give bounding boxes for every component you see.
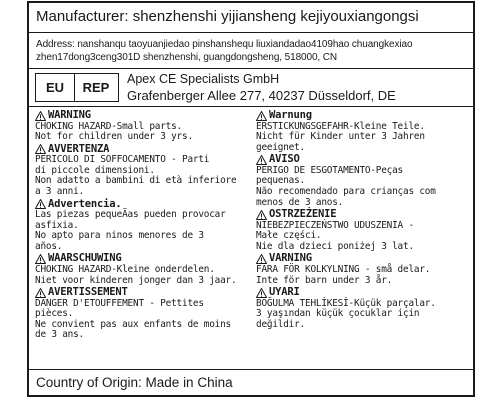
warning-heading-text: OSTRZEŻENIE xyxy=(269,208,337,221)
address-line-1: Address: nanshanqu taoyuanjiedao pinshanshequ liuxiandadao4109hao chuangkexiao xyxy=(36,39,413,50)
warning-text: CHOKING HAZARD-Kleine onderdelen. Niet voor kinderen jonger dan 3 jaar. xyxy=(35,263,237,286)
warning-text: BOĞULMA TEHLİKESİ-Küçük parçalar. 3 yaşından küçük çocuklar için değildir. xyxy=(256,297,436,330)
warning-heading xyxy=(256,209,472,221)
warning-block xyxy=(256,287,472,330)
warning-triangle-icon xyxy=(35,199,46,209)
warnings-section xyxy=(29,107,473,370)
address-row xyxy=(29,33,473,69)
warning-text: PERIGO DE ESGOTAMENTO-Peças pequenas. Não recomendado para crianças com menos de 3 anos. xyxy=(256,164,436,208)
rep-street: Grafenberger Allee 277, 40237 Düsseldorf, DE xyxy=(127,88,396,103)
warning-text: PERICOLO DI SOFFOCAMENTO - Parti di piccole dimensioni. Non adatto a bambini di età inferiore a 3 anni. xyxy=(35,154,237,197)
warning-text: NIEBEZPIECZEŃSTWO UDUSZENIA - Małe części. Nie dla dzieci poniżej 3 lat. xyxy=(256,219,414,252)
warning-triangle-icon xyxy=(256,254,267,264)
warning-heading xyxy=(256,110,472,122)
ec-rep-row xyxy=(29,69,473,107)
warning-heading-text: Warnung xyxy=(269,109,312,121)
warning-triangle-icon xyxy=(35,144,46,154)
warning-triangle-icon xyxy=(256,288,267,298)
warning-heading-text: AVVERTENZA xyxy=(48,142,110,155)
manufacturer-row xyxy=(29,3,473,33)
warning-triangle-icon xyxy=(35,288,46,298)
warning-block xyxy=(35,287,251,341)
warning-triangle-icon xyxy=(256,155,267,165)
warnings-column-left xyxy=(35,110,251,342)
origin-row xyxy=(29,370,473,397)
product-label xyxy=(27,1,475,397)
manufacturer-text: Manufacturer: shenzhenshi yijiansheng kejiyouxiangongsi xyxy=(36,8,419,25)
eu-cell: EU xyxy=(36,74,75,101)
warning-triangle-icon xyxy=(256,210,267,220)
warning-heading xyxy=(256,287,472,299)
address-line-2: zhen17dong3ceng301D shenzhenshi, guangdongsheng, 518000, CN xyxy=(36,52,338,63)
warning-block xyxy=(256,253,472,286)
warning-block xyxy=(35,110,251,143)
rep-cell: REP xyxy=(82,80,110,95)
warnings-column-right xyxy=(256,110,472,331)
warning-triangle-icon xyxy=(256,111,267,121)
warning-triangle-icon xyxy=(35,254,46,264)
origin-text: Country of Origin: Made in China xyxy=(36,375,233,390)
warning-heading-text: WARNING xyxy=(48,109,91,121)
warning-text: Las piezas pequeÃas pueden provocar asfixia. No apto para ninos menores de 3 años. xyxy=(35,209,226,252)
warning-heading-text: AVISO xyxy=(269,153,300,166)
warning-text: FARA FÖR KOLKYLNING - små delar. Inte för barn under 3 år. xyxy=(256,263,431,286)
warning-triangle-icon xyxy=(35,111,46,121)
warning-text: ERSTICKUNGSGEFAHR-Kleine Teile. Nicht für Kinder unter 3 Jahren geeignet. xyxy=(256,120,425,153)
warning-heading-text: VARNING xyxy=(269,252,312,265)
warning-block xyxy=(35,199,251,253)
ec-rep-symbol xyxy=(35,73,119,102)
rep-company: Apex CE Specialists GmbH xyxy=(127,72,280,86)
warning-block xyxy=(35,253,251,286)
warning-heading xyxy=(35,110,251,122)
warning-heading-text: AVERTISSEMENT xyxy=(48,286,128,299)
warning-heading-text: Advertencia. xyxy=(48,197,122,210)
warning-block xyxy=(256,154,472,208)
warning-block xyxy=(256,209,472,252)
warning-heading xyxy=(35,287,251,299)
warning-block xyxy=(256,110,472,153)
warning-heading-text: WAARSCHUWING xyxy=(48,252,122,265)
warning-text: CHOKING HAZARD-Small parts. Not for children under 3 yrs. xyxy=(35,120,193,143)
warning-text: DANGER D'ETOUFFEMENT - Pettites pièces. Ne convient pas aux enfants de moins de 3 ans. xyxy=(35,297,231,341)
warning-block xyxy=(35,144,251,198)
warning-heading-text: UYARI xyxy=(269,286,300,299)
